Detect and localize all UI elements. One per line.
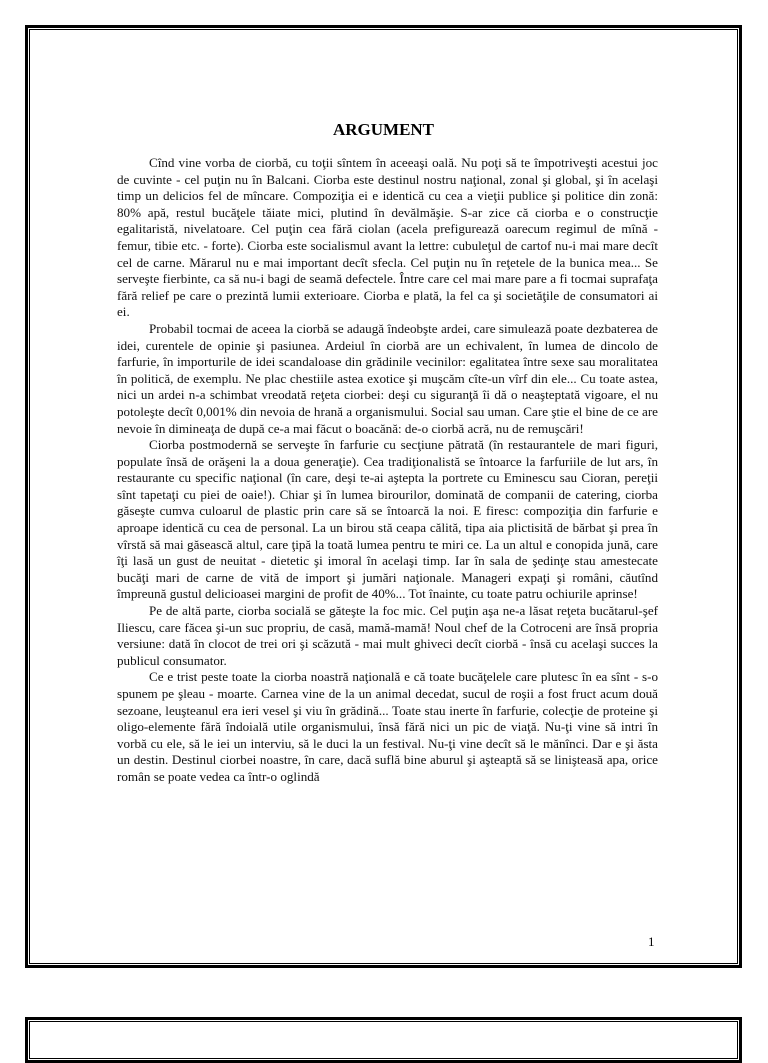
document-body [117,155,658,786]
page-number: 1 [648,934,655,949]
paragraph: Cînd vine vorba de ciorbă, cu toţii sîntem în aceeaşi oală. Nu poţi să te împotriveşti acestui joc de cuvinte - cel puţin nu în Balcani. Ciorba este destinul nostru naţional, zonal şi global, şi în acelaşi timp un delicios fel de mîncare. Compoziţia ei e identică cu cea a vieţii publice şi politice din zonă: 80% apă, restul bucăţele tăiate mici, plutind în devălmăşie. S-ar zice că ciorba e o construcţie egalitaristă, nivelatoare. Cel puţin cea fără ciolan (acela prefigurează oarecum regimul de mînă - femur, tibie etc. - forte). Ciorba este socialismul avant la lettre: cubuleţul de cartof nu-i mai mare decît cel de carne. Mărarul nu e mai important decît sfecla. Cel puţin nu în reţetele de la bunica mea... Se serveşte fierbinte, ca să nu-i bagi de seamă defectele. Între care cel mai mare pare a fi tocmai suprafaţa fără relief pe care o prezintă lumii exterioare. Ciorba e plată, la fel ca şi societăţile de consumatori ai ei. [117,155,658,320]
paragraph: Probabil tocmai de aceea la ciorbă se adaugă îndeobşte ardei, care simulează poate dezbaterea de idei, curentele de opinie şi pasiunea. Ardeiul în ciorbă are un echivalent, în lumea de dincolo de farfurie, în importurile de idei scandaloase din grădinile vecinilor: egalitatea între sexe sau moralitatea în politică, de exemplu. Ne plac chestiile astea exotice şi muşcăm cîte-un vîrf din ele... Cu toate astea, nici un ardei n-a schimbat vreodată reţeta ciorbei: deşi cu siguranţă îi dă o neaşteptată vigoare, el nu potoleşte decît 0,001% din nevoia de hrană a organismului. Social sau uman. Care ştie el bine de ce are nevoie în dimineaţa de după ce-a mai făcut o boacănă: de-o ciorbă acră, nu de remuşcări! [117,320,658,436]
paragraph: Ce e trist peste toate la ciorba noastră naţională e că toate bucăţelele care plutesc în ea sînt - s-o spunem pe şleau - moarte. Carnea vine de la un animal decedat, sucul de roşii a fost fruct acum două sezoane, leuşteanul era ieri vesel şi viu în grădină... Toate stau inerte în farfurie, colecţie de proteine şi oligo-elemente fără îndoială utile organismului, însă fără nici un pic de viaţă. Nu-ţi vine să intri în vorbă cu ele, să le iei un interviu, să le duci la un festival. Nu-ţi vine decît să le mănînci. Dar e şi ăsta un destin. Destinul ciorbei noastre, în care, dacă suflă bine aburul şi aşteaptă să se linişteasă apa, orice român se poate vedea ca într-o oglindă [117,669,658,784]
paragraph: Ciorba postmodernă se serveşte în farfurie cu secţiune pătrată (în restaurantele de mari figuri, populate însă de orăşeni la a doua generaţie). Cea tradiţionalistă se întoarce la farfuriile de lut ars, în restaurante cu specific naţional (în care, deşi te-ai aştepta la portrete cu Eminescu sau Cioran, pereţii sînt tapetaţi cu piei de oaie!). Chiar şi în lumea birourilor, dominată de companii de catering, ciorba găseşte cumva culoarul de plastic prin care să se întoarcă la noi. E firesc: compoziţia din farfurie e aproape identică cu cea de personal. La un birou stă ceapa călită, tipa aia plictisită de bărbat şi prea în vîrstă să mai găsească altul, care ţipă la toată lumea pentru te miri ce. La un altul e conopida jună, care îţi lasă un gust de neuitat - dietetic şi imoral în acelaşi timp. Iar în sala de şedinţe stau amestecate bucăţi mari de carne de vită de import şi jumări naţionale. Manageri expaţi şi români, căutînd împreună gustul delicioasei margini de profit de 40%... Tot înainte, cu toate patru ochiurile aprinse! [117,437,658,602]
page-title: ARGUMENT [332,120,435,139]
document-page [25,25,742,968]
paragraph: Pe de altă parte, ciorba socială se găteşte la foc mic. Cel puţin aşa ne-a lăsat reţeta bucătarul-şef Iliescu, care făcea şi-un suc propriu, de casă, mamă-mamă! Noul chef de la Cotroceni are însă propria versiune: dată în clocot de trei ori şi scăzută - mai mult ghiveci decît ciorbă - însă cu acelaşi succes la publicul consumator. [117,603,658,668]
